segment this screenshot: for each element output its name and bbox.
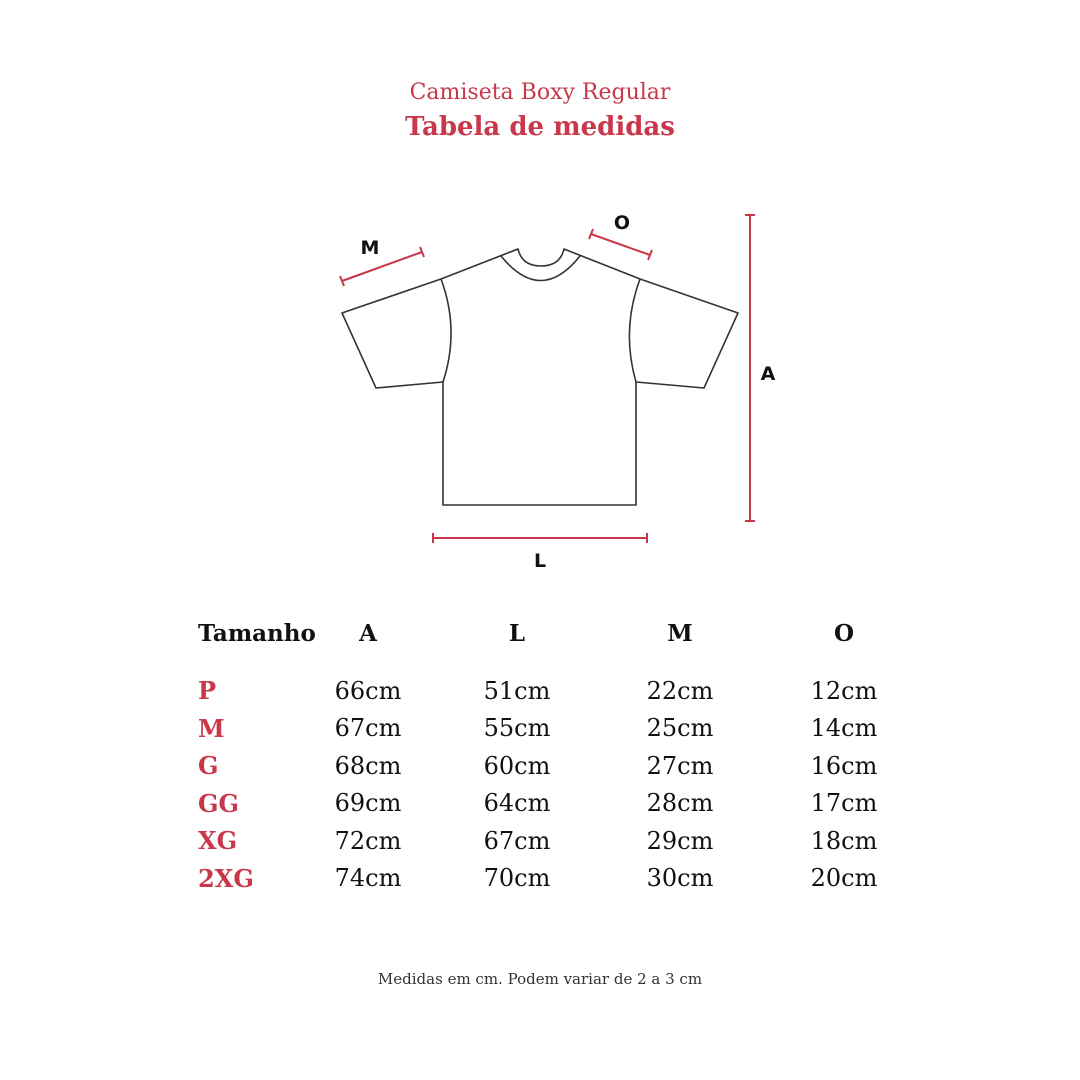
measure-l-cell (406, 710, 628, 748)
measure-value: 29cm (646, 826, 714, 855)
collar-line (501, 256, 580, 281)
label-l: L (533, 550, 547, 572)
measure-value: 20cm (810, 864, 878, 893)
measure-value: 51cm (483, 676, 551, 705)
measure-l-cell (406, 822, 628, 860)
size-rows (198, 652, 956, 897)
label-o: O (613, 212, 631, 234)
right-armhole-seam (629, 279, 640, 382)
size-name: 2XG (198, 863, 254, 893)
measure-o-cell (732, 747, 956, 785)
measure-m-cell (628, 672, 732, 710)
measure-m-cell (628, 860, 732, 898)
label-a: A (760, 363, 776, 385)
measure-o-cell (732, 860, 956, 898)
header-l: L (508, 619, 526, 647)
table-row (198, 785, 956, 823)
measure-o-cell (732, 710, 956, 748)
measure-m-cell (628, 785, 732, 823)
width-measure-l (433, 533, 647, 543)
left-armhole-seam (441, 279, 451, 382)
measure-value: 25cm (646, 714, 714, 743)
measure-value: 18cm (810, 826, 878, 855)
page-title: Tabela de medidas (405, 112, 675, 142)
size-name: M (198, 713, 225, 743)
measurement-lines (340, 215, 755, 543)
size-name: XG (198, 826, 238, 856)
table-row (198, 672, 956, 710)
measure-value: 69cm (334, 789, 402, 818)
measure-value: 30cm (646, 864, 714, 893)
measure-o-cell (732, 822, 956, 860)
measure-o-cell (732, 672, 956, 710)
measure-value: 72cm (334, 826, 402, 855)
measure-value: 68cm (334, 751, 402, 780)
size-name: GG (198, 788, 239, 818)
footnote: Medidas em cm. Podem variar de 2 a 3 cm (377, 970, 703, 988)
tshirt-outline (342, 249, 738, 505)
measure-value: 67cm (483, 826, 551, 855)
table-row (198, 747, 956, 785)
measure-value: 28cm (646, 789, 714, 818)
sleeve-measure-m (340, 247, 424, 286)
measure-l-cell (406, 672, 628, 710)
measure-value: 66cm (334, 676, 402, 705)
measure-a-cell (330, 747, 406, 785)
table-row (198, 710, 956, 748)
measure-l-cell (406, 860, 628, 898)
measure-o-cell (732, 785, 956, 823)
table-row (198, 860, 956, 898)
table-header-row (198, 614, 956, 652)
measure-value: 14cm (810, 714, 878, 743)
measure-value: 74cm (334, 864, 402, 893)
header-a: A (359, 619, 377, 647)
measure-value: 17cm (810, 789, 878, 818)
measure-value: 60cm (483, 751, 551, 780)
header-tamanho: Tamanho (198, 619, 316, 647)
length-measure-a (745, 215, 755, 521)
size-name: P (198, 676, 217, 706)
measure-value: 70cm (483, 864, 551, 893)
measure-value: 64cm (483, 789, 551, 818)
measure-a-cell (330, 710, 406, 748)
measure-value: 22cm (646, 676, 714, 705)
measure-a-cell (330, 822, 406, 860)
measure-value: 16cm (810, 751, 878, 780)
measure-m-cell (628, 822, 732, 860)
measure-l-cell (406, 747, 628, 785)
header-m: M (667, 619, 693, 647)
measure-value: 12cm (810, 676, 878, 705)
label-m: M (360, 237, 380, 259)
measure-value: 67cm (334, 714, 402, 743)
tshirt-body-outline (342, 249, 738, 505)
measure-l-cell (406, 785, 628, 823)
size-table (198, 614, 956, 897)
measure-m-cell (628, 710, 732, 748)
measure-a-cell (330, 860, 406, 898)
table-row (198, 822, 956, 860)
measure-m-cell (628, 747, 732, 785)
measure-value: 27cm (646, 751, 714, 780)
product-subtitle: Camiseta Boxy Regular (409, 80, 671, 105)
measure-a-cell (330, 785, 406, 823)
measure-value: 55cm (483, 714, 551, 743)
measure-a-cell (330, 672, 406, 710)
header-o: O (833, 619, 855, 647)
size-name: G (198, 751, 219, 781)
